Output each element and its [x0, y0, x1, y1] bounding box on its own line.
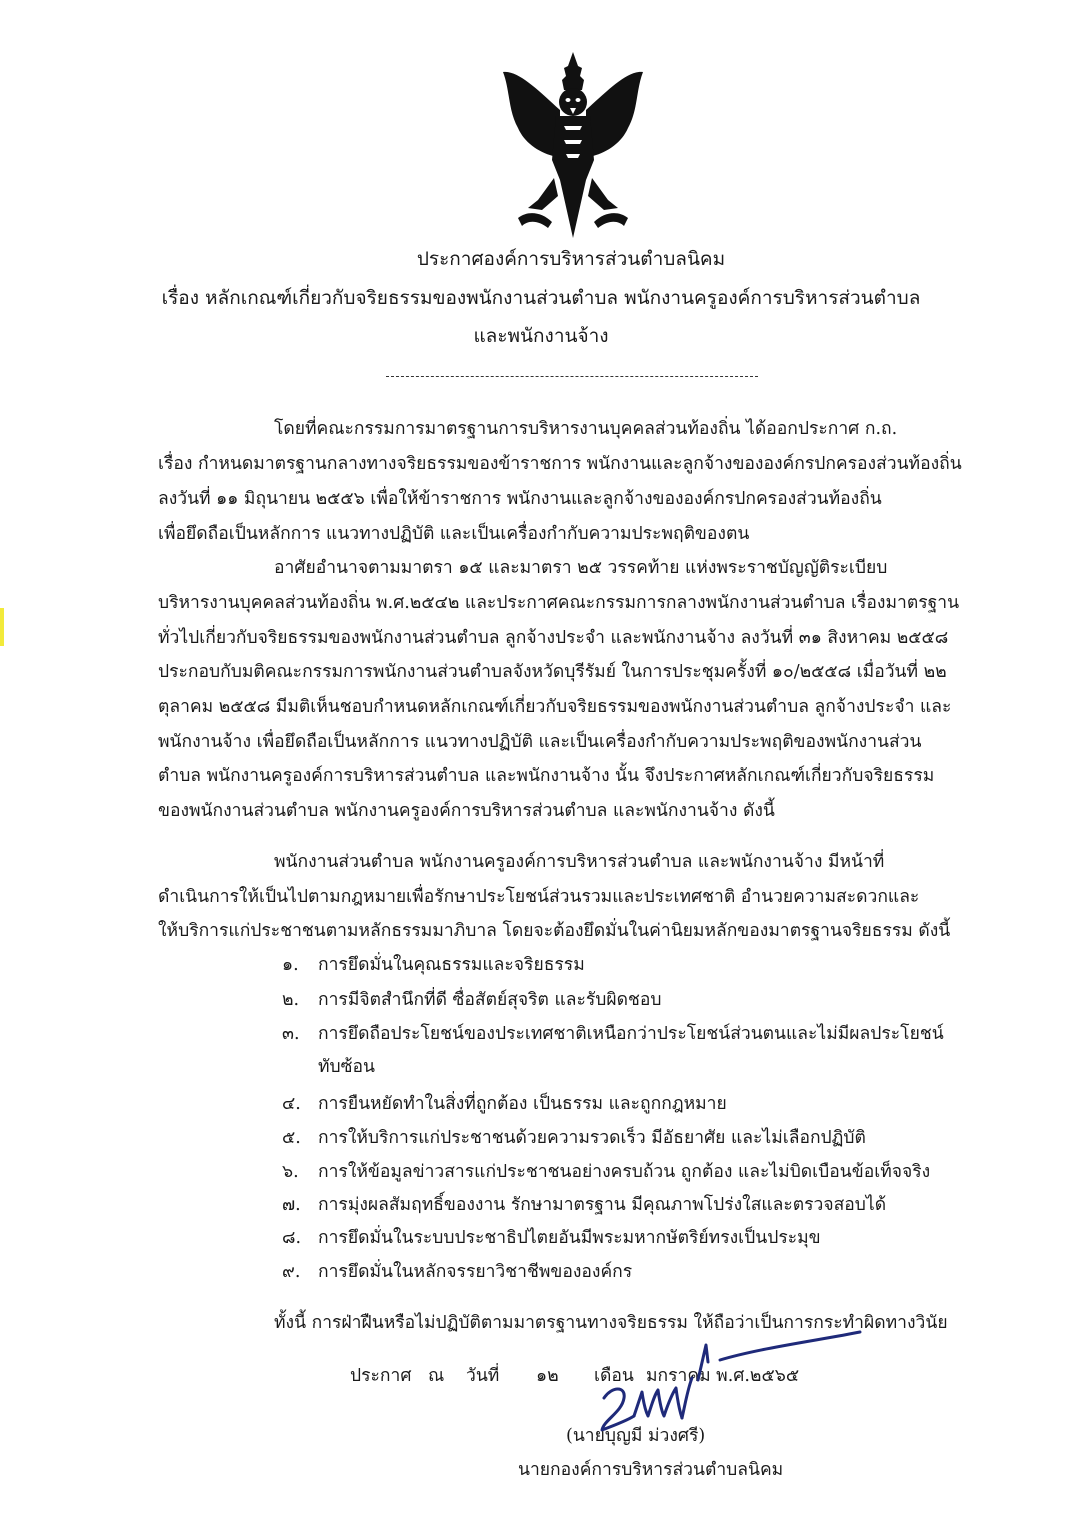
para1-line: เพื่อยึดถือเป็นหลักการ แนวทางปฏิบัติ และเป็นเครื่องกำกับความประพฤติของตน: [158, 524, 750, 544]
announcement-title: ประกาศองค์การบริหารส่วนตำบลนิคม: [416, 248, 726, 270]
para2-line: ประกอบกับมติคณะกรรมการพนักงานส่วนตำบลจังหวัดบุรีรัมย์ ในการประชุมครั้งที่ ๑๐/๒๕๕๘ เมื่อวันที่ ๒๒: [158, 662, 947, 682]
list-item: ๙. การยึดมั่นในหลักจรรยาวิชาชีพขององค์กร: [282, 1262, 633, 1282]
announce-month-label: เดือน: [594, 1366, 634, 1386]
list-item: ๔. การยืนหยัดทำในสิ่งที่ถูกต้อง เป็นธรรม และถูกกฎหมาย: [282, 1094, 727, 1114]
para3-line: พนักงานส่วนตำบล พนักงานครูองค์การบริหารส่วนตำบล และพนักงานจ้าง มีหน้าที่: [274, 852, 885, 872]
list-item: ๗. การมุ่งผลสัมฤทธิ์ของงาน รักษามาตรฐาน มีคุณภาพโปร่งใสและตรวจสอบได้: [282, 1195, 887, 1215]
announce-label: ประกาศ: [350, 1366, 412, 1386]
para2-line: อาศัยอำนาจตามมาตรา ๑๕ และมาตรา ๒๕ วรรคท้าย แห่งพระราชบัญญัติระเบียบ: [274, 558, 888, 578]
list-item: ๒. การมีจิตสำนึกที่ดี ซื่อสัตย์สุจริต และรับผิดชอบ: [282, 990, 662, 1010]
announce-day-label: วันที่: [466, 1366, 500, 1386]
list-item: ๑. การยึดมั่นในคุณธรรมและจริยธรรม: [282, 955, 585, 975]
divider: [386, 376, 758, 377]
list-item: ๕. การให้บริการแก่ประชาชนด้วยความรวดเร็ว มีอัธยาศัย และไม่เลือกปฏิบัติ: [282, 1128, 866, 1148]
para1-line: ลงวันที่ ๑๑ มิถุนายน ๒๕๕๖ เพื่อให้ข้าราชการ พนักงานและลูกจ้างขององค์กรปกครองส่วนท้องถิ่น: [158, 489, 882, 509]
list-item: ๘. การยึดมั่นในระบบประชาธิปไตยอันมีพระมหากษัตริย์ทรงเป็นประมุข: [282, 1228, 821, 1248]
para1-line: เรื่อง กำหนดมาตรฐานกลางทางจริยธรรมของข้าราชการ พนักงานและลูกจ้างขององค์กรปกครองส่วนท้องถิ่น: [158, 454, 962, 474]
list-item-cont: ทับซ้อน: [318, 1057, 375, 1077]
para2-line: บริหารงานบุคคลส่วนท้องถิ่น พ.ศ.๒๕๔๒ และประกาศคณะกรรมการกลางพนักงานส่วนตำบล เรื่องมาตรฐาน: [158, 593, 960, 613]
para2-line: พนักงานจ้าง เพื่อยึดถือเป็นหลักการ แนวทางปฏิบัติ และเป็นเครื่องกำกับความประพฤติของพนักงานส่วน: [158, 732, 922, 752]
list-item: ๖. การให้ข้อมูลข่าวสารแก่ประชาชนอย่างครบถ้วน ถูกต้อง และไม่บิดเบือนข้อเท็จจริง: [282, 1162, 931, 1182]
para2-line: ตำบล พนักงานครูองค์การบริหารส่วนตำบล และพนักงานจ้าง นั้น จึงประกาศหลักเกณฑ์เกี่ยวกับจริยธรรม: [158, 766, 935, 786]
signatory-name: (นายบุญมี ม่วงศรี): [566, 1426, 706, 1446]
para2-line: ตุลาคม ๒๕๕๘ มีมติเห็นชอบกำหนดหลักเกณฑ์เกี่ยวกับจริยธรรมของพนักงานส่วนตำบล ลูกจ้างประจำ และ: [158, 697, 952, 717]
subject-line: เรื่อง หลักเกณฑ์เกี่ยวกับจริยธรรมของพนักงานส่วนตำบล พนักงานครูองค์การบริหารส่วนตำบล: [161, 287, 921, 309]
signatory-position: นายกองค์การบริหารส่วนตำบลนิคม: [518, 1460, 784, 1480]
margin-mark: [0, 608, 4, 646]
para1-line: โดยที่คณะกรรมการมาตรฐานการบริหารงานบุคคลส่วนท้องถิ่น ได้ออกประกาศ ก.ถ.: [274, 419, 898, 439]
para2-line: ทั่วไปเกี่ยวกับจริยธรรมของพนักงานส่วนตำบล ลูกจ้างประจำ และพนักงานจ้าง ลงวันที่ ๓๑ สิงหาคม ๒๕๕๘: [158, 628, 949, 648]
closing-statement: ทั้งนี้ การฝ่าฝืนหรือไม่ปฏิบัติตามมาตรฐานทางจริยธรรม ให้ถือว่าเป็นการกระทำผิดทางวินัย: [274, 1313, 948, 1333]
para2-line: ของพนักงานส่วนตำบล พนักงานครูองค์การบริหารส่วนตำบล และพนักงานจ้าง ดังนี้: [158, 801, 775, 821]
para3-line: ดำเนินการให้เป็นไปตามกฎหมายเพื่อรักษาประโยชน์ส่วนรวมและประเทศชาติ อำนวยความสะดวกและ: [158, 887, 920, 907]
subject-line-cont: และพนักงานจ้าง: [473, 325, 609, 347]
para3-line: ให้บริการแก่ประชาชนตามหลักธรรมมาภิบาล โดยจะต้องยึดมั่นในค่านิยมหลักของมาตรฐานจริยธรรม ดังนี้: [158, 921, 951, 941]
announce-day: ๑๒: [536, 1366, 559, 1386]
announce-month-year: มกราคม พ.ศ.๒๕๖๕: [646, 1366, 800, 1386]
garuda-emblem-icon: [498, 50, 648, 240]
list-item: ๓. การยึดถือประโยชน์ของประเทศชาติเหนือกว่าประโยชน์ส่วนตนและไม่มีผลประโยชน์: [282, 1024, 944, 1044]
announce-at: ณ: [428, 1366, 445, 1386]
